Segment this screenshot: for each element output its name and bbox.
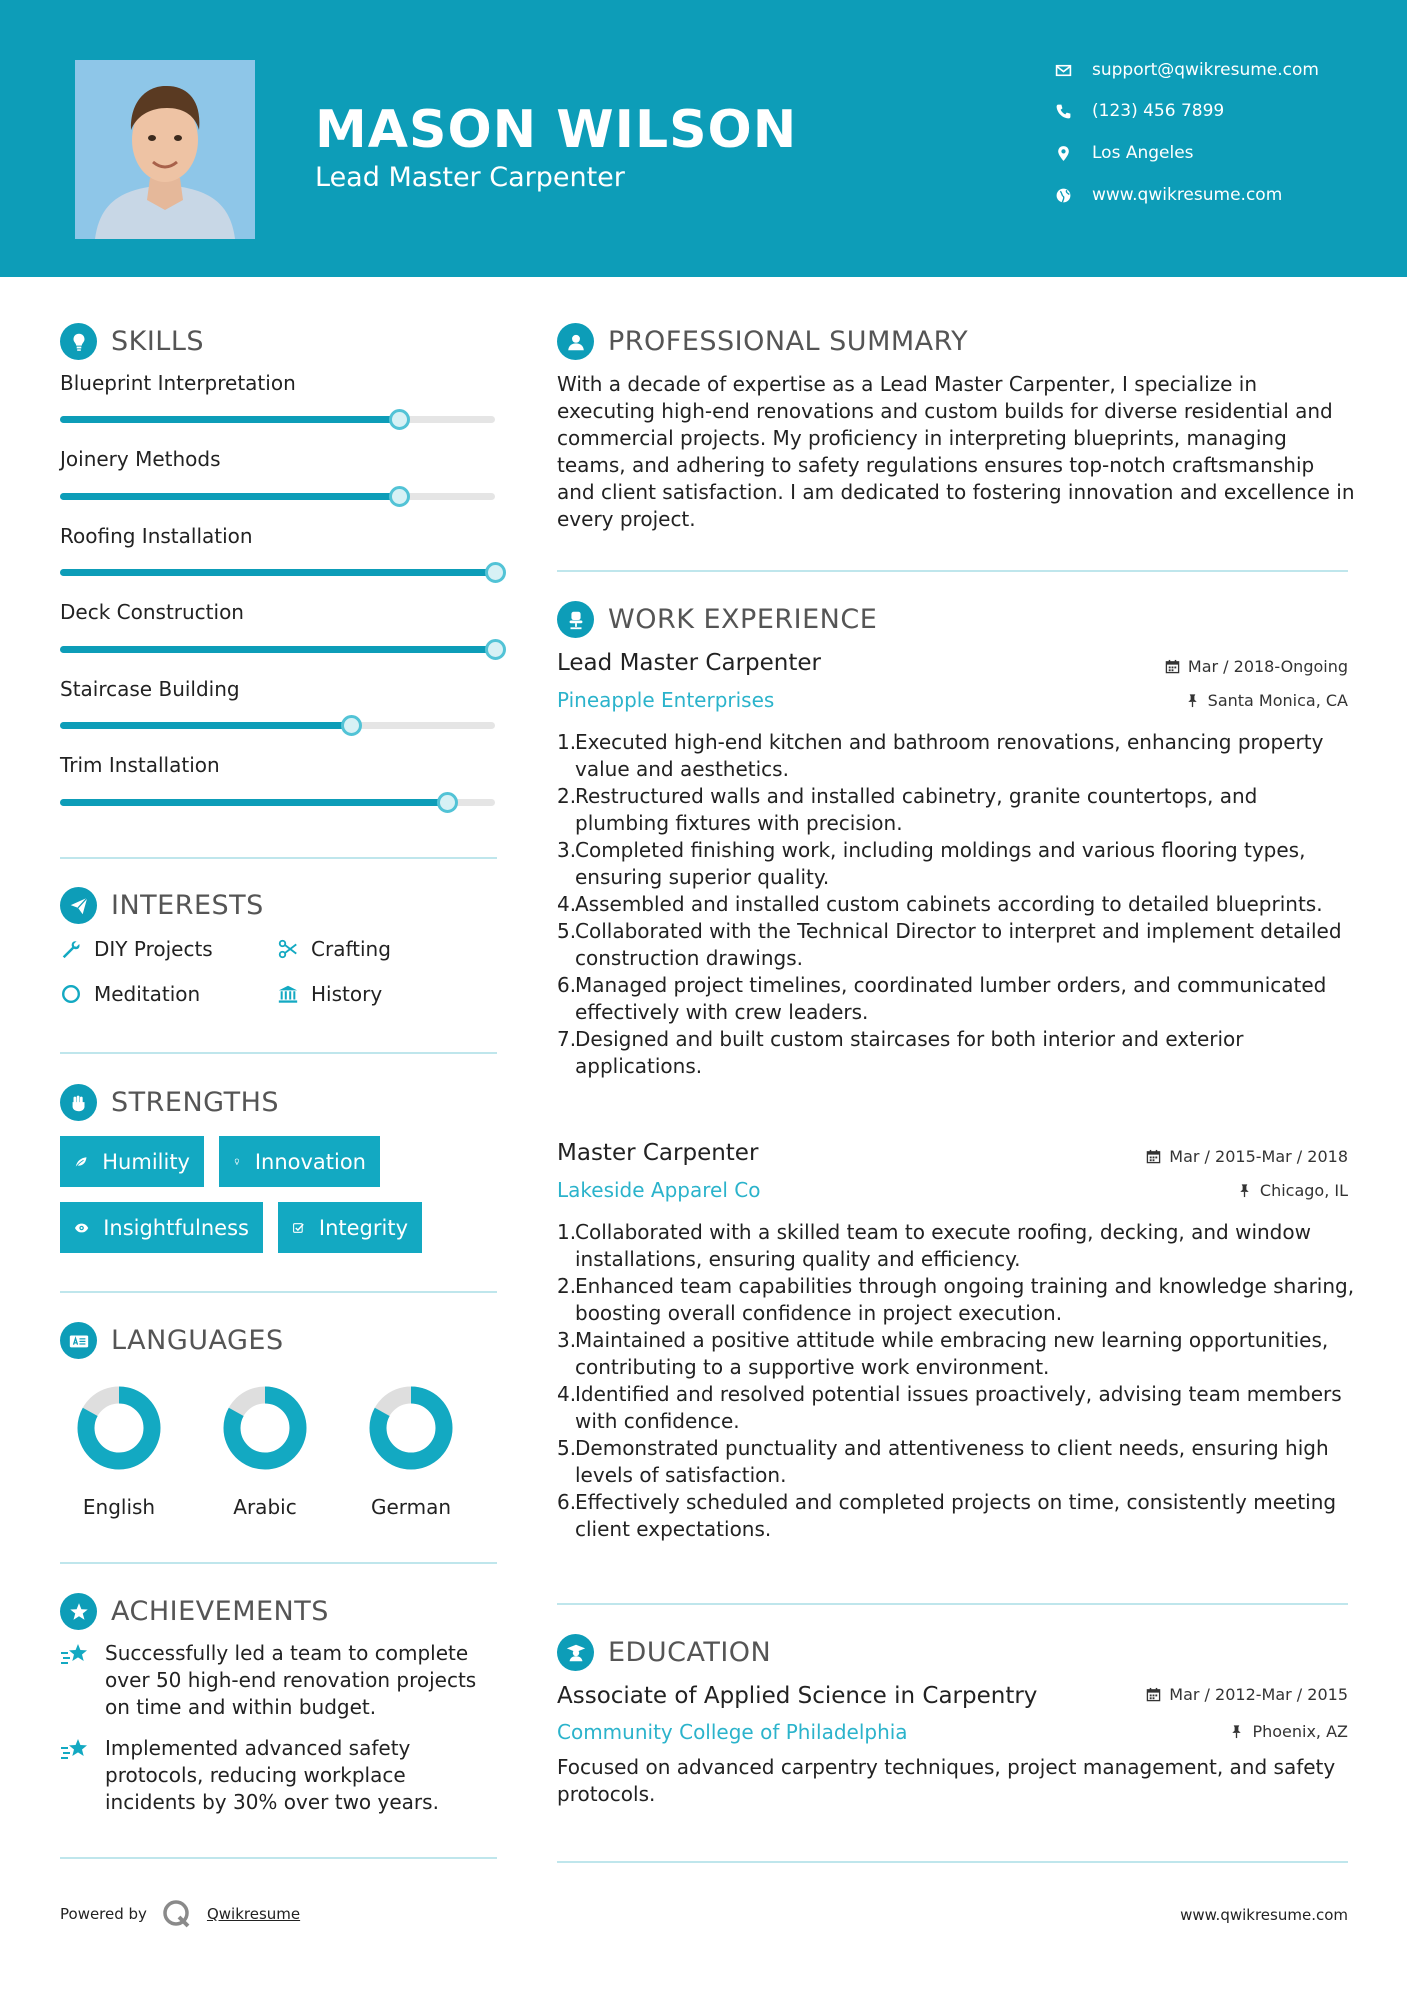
job-dates-text: Mar / 2015-Mar / 2018 (1169, 1147, 1348, 1166)
language-item (361, 1383, 461, 1519)
interest-item (60, 937, 213, 961)
interest-label: History (311, 982, 383, 1006)
education-dates-text: Mar / 2012-Mar / 2015 (1169, 1685, 1348, 1704)
section-divider (60, 1857, 497, 1859)
list-item (557, 729, 1357, 783)
education-degree: Associate of Applied Science in Carpentry (557, 1683, 1038, 1709)
achievement-item (60, 1640, 500, 1721)
skill-bar-knob (389, 486, 410, 507)
skill-bar-fill (60, 799, 447, 806)
interest-item (277, 982, 382, 1006)
interests-title: INTERESTS (111, 890, 264, 921)
skill-bar-knob (485, 639, 506, 660)
duty-text: Managed project timelines, coordinated lumber orders, and communicated effectively with crew leaders. (575, 973, 1327, 1024)
lightbulb-icon (233, 1151, 241, 1173)
section-divider (557, 1603, 1348, 1605)
duty-text: Executed high-end kitchen and bathroom renovations, enhancing property value and aesthetics. (575, 730, 1324, 781)
skills-heading (60, 323, 204, 360)
envelope-icon (1055, 62, 1072, 79)
profile-photo (75, 60, 255, 239)
list-item (557, 918, 1357, 972)
resume-header (0, 0, 1407, 277)
shooting-star-icon (60, 1737, 90, 1763)
list-number: 3. (557, 838, 577, 862)
interest-label: Meditation (94, 982, 201, 1006)
duty-text: Demonstrated punctuality and attentiveness to client needs, ensuring high levels of satisfaction. (575, 1436, 1329, 1487)
duty-text: Designed and built custom staircases for both interior and exterior applications. (575, 1027, 1244, 1078)
experience-title: WORK EXPERIENCE (608, 604, 878, 635)
section-divider (557, 570, 1348, 572)
duty-text: Assembled and installed custom cabinets according to detailed blueprints. (575, 892, 1323, 916)
calendar-icon (1165, 659, 1180, 674)
check-square-icon (292, 1217, 305, 1239)
duty-text: Identified and resolved potential issues proactively, advising team members with confidence. (575, 1382, 1342, 1433)
job-title: Lead Master Carpenter (557, 650, 821, 676)
strength-tag (60, 1202, 263, 1253)
achievements-heading (60, 1593, 329, 1630)
graduate-icon (557, 1634, 594, 1671)
job-company: Lakeside Apparel Co (557, 1178, 761, 1202)
phone-icon (1055, 103, 1072, 120)
language-item (69, 1383, 169, 1519)
pushpin-icon (1229, 1724, 1244, 1739)
summary-heading (557, 323, 968, 360)
skill-bar (60, 646, 495, 653)
summary-title: PROFESSIONAL SUMMARY (608, 326, 969, 357)
education-dates (1146, 1685, 1348, 1704)
list-item (557, 1381, 1357, 1435)
list-item (557, 783, 1357, 837)
job-company: Pineapple Enterprises (557, 688, 775, 712)
list-number: 5. (557, 1436, 577, 1460)
achievement-text: Successfully led a team to complete over 50 high-end renovation projects on time and within budget. (105, 1641, 477, 1719)
list-item (557, 1327, 1357, 1381)
education-description: Focused on advanced carpentry techniques, project management, and safety protocols. (557, 1755, 1336, 1806)
section-divider (557, 1861, 1348, 1863)
profile-photo-image (75, 60, 255, 239)
list-number: 6. (557, 1490, 577, 1514)
globe-icon (1055, 187, 1072, 204)
job-duties (557, 729, 1357, 1080)
achievement-text: Implemented advanced safety protocols, reducing workplace incidents by 30% over two years. (105, 1736, 439, 1814)
language-label: Arabic (233, 1495, 297, 1519)
list-item (557, 1489, 1357, 1543)
interest-label: DIY Projects (94, 937, 213, 961)
qwikresume-logo-icon (161, 1898, 193, 1930)
duty-text: Completed finishing work, including moldings and various flooring types, ensuring superior quality. (575, 838, 1306, 889)
strength-label: Insightfulness (103, 1215, 249, 1240)
museum-icon (277, 983, 299, 1005)
section-divider (60, 857, 497, 859)
skill-bar-knob (437, 792, 458, 813)
education-title: EDUCATION (608, 1637, 772, 1668)
list-number: 4. (557, 892, 577, 916)
list-item (557, 1435, 1357, 1489)
user-icon (557, 323, 594, 360)
skill-bar-knob (341, 715, 362, 736)
strength-tag (219, 1136, 380, 1187)
skill-name: Blueprint Interpretation (60, 371, 296, 395)
scissors-icon (277, 938, 299, 960)
contact-email-text: support@qwikresume.com (1092, 60, 1319, 80)
star-badge-icon (60, 1593, 97, 1630)
strength-label: Humility (102, 1149, 190, 1174)
footer-powered-by (60, 1898, 300, 1930)
skill-bar-fill (60, 646, 495, 653)
strength-tag (60, 1136, 204, 1187)
list-item (557, 837, 1357, 891)
section-divider (60, 1291, 497, 1293)
list-number: 4. (557, 1382, 577, 1406)
duty-text: Collaborated with a skilled team to execute roofing, decking, and window installations, ensuring quality and efficiency. (575, 1220, 1311, 1271)
list-number: 1. (557, 1220, 577, 1244)
fist-icon (60, 1084, 97, 1121)
job-dates (1146, 1147, 1348, 1166)
contact-phone-text: (123) 456 7899 (1092, 101, 1225, 121)
skill-bar-fill (60, 493, 399, 500)
office-chair-icon (557, 601, 594, 638)
language-donut (220, 1383, 310, 1473)
list-number: 5. (557, 919, 577, 943)
strength-label: Innovation (254, 1149, 366, 1174)
experience-heading (557, 601, 877, 638)
skill-bar-knob (485, 562, 506, 583)
candidate-title: Lead Master Carpenter (315, 162, 625, 193)
footer-website-link[interactable]: www.qwikresume.com (1180, 1906, 1348, 1924)
eye-icon (74, 1217, 89, 1239)
job-location-text: Santa Monica, CA (1207, 691, 1348, 710)
list-item (557, 972, 1357, 1026)
list-number: 3. (557, 1328, 577, 1352)
interest-item (60, 982, 200, 1006)
language-label: German (370, 1495, 452, 1519)
skill-bar-fill (60, 722, 351, 729)
job-dates-text: Mar / 2018-Ongoing (1187, 657, 1348, 676)
list-number: 2. (557, 784, 577, 808)
job-location (1237, 1181, 1348, 1200)
skill-bar-fill (60, 569, 495, 576)
footer-brand-link[interactable]: Qwikresume (206, 1905, 301, 1923)
job-location-text: Chicago, IL (1259, 1181, 1348, 1200)
language-donut (74, 1383, 164, 1473)
list-item (557, 891, 1357, 918)
language-item (215, 1383, 315, 1519)
contact-website-text: www.qwikresume.com (1092, 185, 1283, 205)
job-location (1185, 691, 1348, 710)
calendar-icon (1146, 1149, 1161, 1164)
paper-plane-icon (60, 887, 97, 924)
skills-title: SKILLS (111, 326, 205, 357)
achievements-title: ACHIEVEMENTS (111, 1596, 329, 1627)
language-label: English (82, 1495, 156, 1519)
skill-bar (60, 722, 495, 729)
job-duties (557, 1219, 1357, 1543)
list-number: 1. (557, 730, 577, 754)
skill-name: Staircase Building (60, 677, 240, 701)
duty-text: Restructured walls and installed cabinetry, granite countertops, and plumbing fixtures with precision. (575, 784, 1258, 835)
pushpin-icon (1237, 1183, 1252, 1198)
list-number: 2. (557, 1274, 577, 1298)
skill-name: Joinery Methods (60, 447, 221, 471)
circle-icon (60, 983, 82, 1005)
skill-bar (60, 799, 495, 806)
contact-email[interactable] (1055, 60, 1319, 80)
section-divider (60, 1052, 497, 1054)
leaf-icon (74, 1151, 88, 1173)
skill-bar (60, 493, 495, 500)
education-school: Community College of Philadelphia (557, 1720, 908, 1744)
languages-title: LANGUAGES (111, 1325, 284, 1356)
skill-name: Roofing Installation (60, 524, 253, 548)
list-item (557, 1219, 1357, 1273)
job-dates (1165, 657, 1348, 676)
duty-text: Enhanced team capabilities through ongoing training and knowledge sharing, boosting overall confidence in project execution. (575, 1274, 1355, 1325)
shooting-star-icon (60, 1642, 90, 1668)
skill-name: Trim Installation (60, 753, 220, 777)
pushpin-icon (1185, 693, 1200, 708)
section-divider (60, 1562, 497, 1564)
contact-phone[interactable] (1055, 101, 1224, 121)
strength-tag (278, 1202, 422, 1253)
interest-item (277, 937, 391, 961)
calendar-icon (1146, 1687, 1161, 1702)
list-number: 7. (557, 1027, 577, 1051)
list-number: 6. (557, 973, 577, 997)
skill-name: Deck Construction (60, 600, 244, 624)
duty-text: Maintained a positive attitude while embracing new learning opportunities, contributing to a supportive work environment. (575, 1328, 1329, 1379)
education-heading (557, 1634, 771, 1671)
skill-bar-fill (60, 416, 399, 423)
map-pin-icon (1055, 145, 1072, 162)
interest-label: Crafting (311, 937, 391, 961)
list-item (557, 1026, 1357, 1080)
strengths-title: STRENGTHS (111, 1087, 280, 1118)
candidate-name: MASON WILSON (315, 100, 798, 160)
achievement-item (60, 1735, 500, 1816)
contact-location-text: Los Angeles (1092, 143, 1194, 163)
language-donut (366, 1383, 456, 1473)
skill-bar (60, 569, 495, 576)
duty-text: Effectively scheduled and completed projects on time, consistently meeting client expectations. (575, 1490, 1337, 1541)
education-location-text: Phoenix, AZ (1252, 1722, 1348, 1741)
skill-bar-knob (389, 409, 410, 430)
summary-text: With a decade of expertise as a Lead Master Carpenter, I specialize in executing high-end renovations and custom builds for diverse residential and commercial projects. My proficiency in interpreting blueprints, managing teams, and adhering to safety regulations ensures top-notch craftsmanship and client satisfaction. I am dedicated to fostering innovation and excellence in every project. (557, 372, 1355, 531)
duty-text: Collaborated with the Technical Director to interpret and implement detailed construction drawings. (575, 919, 1342, 970)
education-location (1229, 1722, 1348, 1741)
job-title: Master Carpenter (557, 1140, 759, 1166)
interests-heading (60, 887, 264, 924)
list-item (557, 1273, 1357, 1327)
powered-by-label: Powered by (60, 1905, 147, 1923)
strengths-heading (60, 1084, 279, 1121)
language-icon (60, 1322, 97, 1359)
wrench-icon (60, 938, 82, 960)
skill-bar (60, 416, 495, 423)
contact-location (1055, 143, 1194, 163)
lightbulb-icon (60, 323, 97, 360)
languages-heading (60, 1322, 284, 1359)
contact-website[interactable] (1055, 185, 1282, 205)
strength-label: Integrity (318, 1215, 408, 1240)
